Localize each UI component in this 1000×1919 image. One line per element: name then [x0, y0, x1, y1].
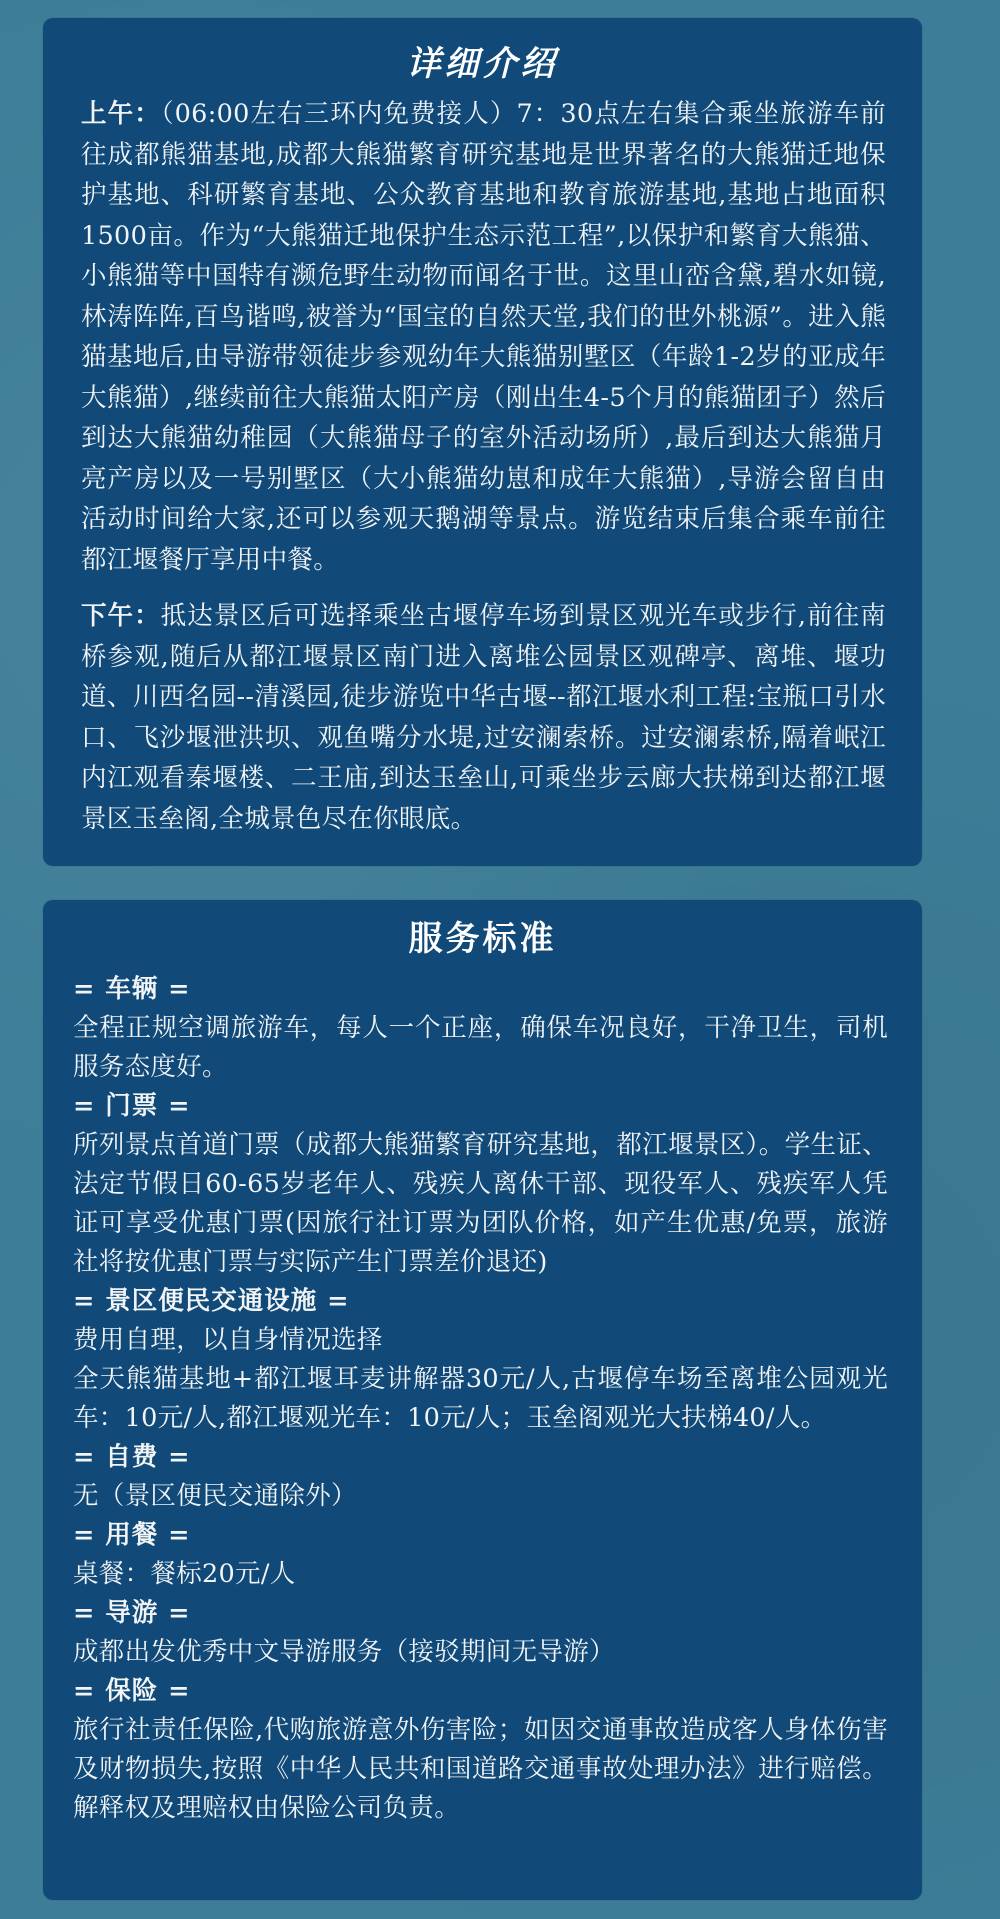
service-title: 服务标准	[408, 919, 557, 959]
service-section-heading: = 景区便民交通设施 =	[73, 1286, 350, 1316]
service-section-heading: = 导游 =	[73, 1598, 191, 1628]
service-section-text: 桌餐：餐标20元/人	[73, 1559, 296, 1589]
service-section-text: 全程正规空调旅游车，每人一个正座，确保车况良好，干净卫生，司机服务态度好。	[73, 1013, 888, 1082]
service-section-heading: = 用餐 =	[73, 1520, 191, 1550]
morning-label: 上午：	[81, 99, 161, 129]
service-card	[43, 900, 922, 1900]
service-section-text: 成都出发优秀中文导游服务（接驳期间无导游）	[73, 1637, 615, 1667]
morning-text: （06:00左右三环内免费接人）7：30点左右集合乘坐旅游车前往成都熊猫基地,成都大熊猫繁育研究基地是世界著名的大熊猫迁地保护基地、科研繁育基地、公众教育基地和教育旅游基地,基地占地面积1500亩。作为“大熊猫迁地保护生态示范工程”,以保护和繁育大熊猫、小熊猫等中国特有濒危野生动物而闻名于世。这里山峦含黛,碧水如镜,林涛阵阵,百鸟谐鸣,被誉为“国宝的自然天堂,我们的世外桃源”。进入熊猫基地后,由导游带领徒步参观幼年大熊猫别墅区（年龄1-2岁的亚成年大熊猫）,继续前往大熊猫太阳产房（刚出生4-5个月的熊猫团子）然后到达大熊猫幼稚园（大熊猫母子的室外活动场所）,最后到达大熊猫月亮产房以及一号别墅区（大小熊猫幼崽和成年大熊猫）,导游会留自由活动时间给大家,还可以参观天鹅湖等景点。游览结束后集合乘车前往都江堰餐厅享用中餐。	[81, 99, 886, 575]
service-section	[73, 1516, 888, 1594]
service-section-heading: = 门票 =	[73, 1091, 191, 1121]
afternoon-paragraph	[81, 596, 886, 839]
service-section-heading: = 车辆 =	[73, 974, 191, 1004]
afternoon-label: 下午：	[81, 601, 161, 631]
service-section	[73, 1087, 888, 1282]
service-section-text: 所列景点首道门票（成都大熊猫繁育研究基地，都江堰景区）。学生证、法定节假日60-65岁老年人、残疾人离休干部、现役军人、残疾军人凭证可享受优惠门票(因旅行社订票为团队价格，如产生优惠/免票，旅游社将按优惠门票与实际产生门票差价退还)	[73, 1130, 888, 1277]
service-sections	[73, 970, 888, 1828]
service-section	[73, 970, 888, 1087]
service-section-text: 全天熊猫基地+都江堰耳麦讲解器30元/人,古堰停车场至离堆公园观光车：10元/人,都江堰观光车：10元/人；玉垒阁观光大扶梯40/人。	[73, 1364, 888, 1433]
service-section-text: 旅行社责任保险,代购旅游意外伤害险；如因交通事故造成客人身体伤害及财物损失,按照《中华人民共和国道路交通事故处理办法》进行赔偿。解释权及理赔权由保险公司负责。	[73, 1715, 888, 1823]
morning-paragraph	[81, 94, 886, 580]
service-section-text: 费用自理，以自身情况选择	[73, 1325, 383, 1355]
afternoon-text: 抵达景区后可选择乘坐古堰停车场到景区观光车或步行,前往南桥参观,随后从都江堰景区南门进入离堆公园景区观碑亭、离堆、堰功道、川西名园--清溪园,徒步游览中华古堰--都江堰水利工程:宝瓶口引水口、飞沙堰泄洪坝、观鱼嘴分水堤,过安澜索桥。过安澜索桥,隔着岷江内江观看秦堰楼、二王庙,到达玉垒山,可乘坐步云廊大扶梯到达都江堰景区玉垒阁,全城景色尽在你眼底。	[81, 601, 886, 834]
details-title: 详细介绍	[406, 44, 559, 84]
service-section-text: 无（景区便民交通除外）	[73, 1481, 357, 1511]
details-card	[43, 18, 922, 866]
service-section	[73, 1672, 888, 1828]
service-section	[73, 1438, 888, 1516]
service-section-heading: = 保险 =	[73, 1676, 191, 1706]
service-section-heading: = 自费 =	[73, 1442, 191, 1472]
service-section	[73, 1282, 888, 1438]
service-section	[73, 1594, 888, 1672]
